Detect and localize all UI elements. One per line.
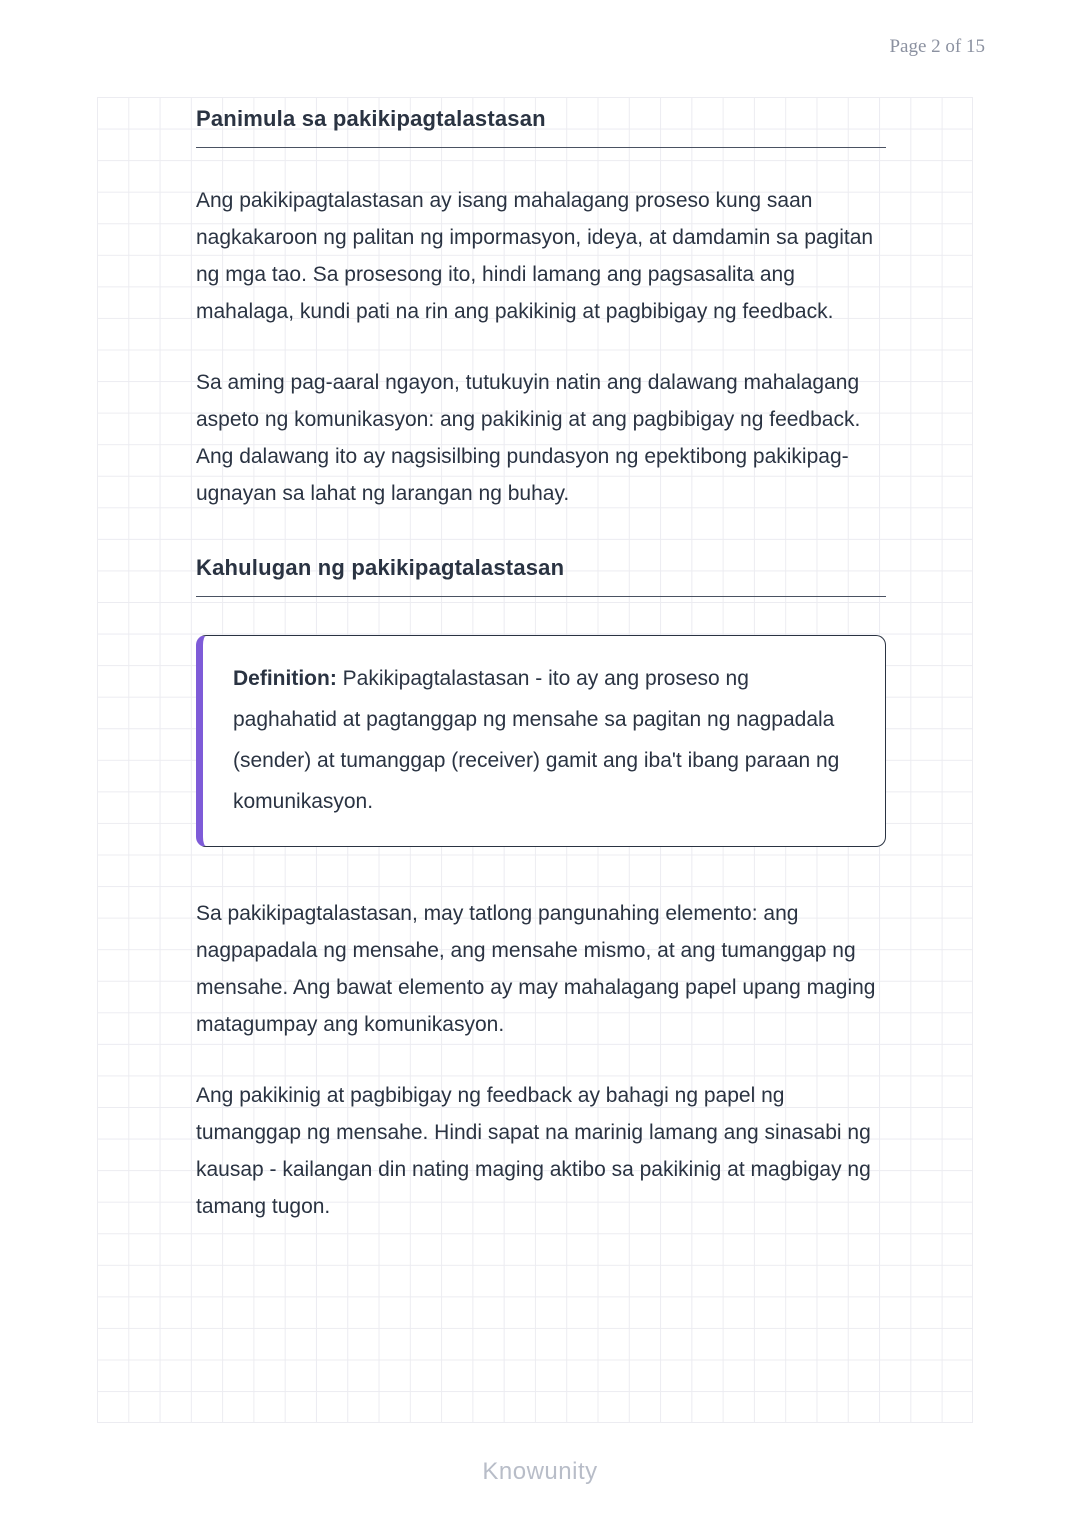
notes-content [196, 97, 886, 1225]
heading-rule [196, 147, 886, 148]
page-indicator: Page 2 of 15 [889, 36, 985, 57]
paragraph: Sa pakikipagtalastasan, may tatlong pangunahing elemento: ang nagpapadala ng mensahe, ang mensahe mismo, at ang tumanggap ng mensahe. Ang bawat elemento ay may mahalagang papel upang maging matagumpay ang komunikasyon. [196, 902, 876, 1036]
definition-callout [196, 635, 886, 847]
footer-brand: Knowunity [482, 1458, 598, 1485]
section-heading-kahulugan: Kahulugan ng pakikipagtalastasan [196, 555, 565, 580]
paragraph: Ang pakikipagtalastasan ay isang mahalagang proseso kung saan nagkakaroon ng palitan ng impormasyon, ideya, at damdamin sa pagitan ng mga tao. Sa prosesong ito, hindi lamang ang pagsasalita ang mahalaga, kundi pati na rin ang pakikinig at pagbibigay ng feedback. [196, 189, 874, 323]
definition-text [233, 658, 857, 822]
heading-rule [196, 596, 886, 597]
paragraph: Sa aming pag-aaral ngayon, tutukuyin natin ang dalawang mahalagang aspeto ng komunikasyon: ang pakikinig at ang pagbibigay ng feedback. Ang dalawang ito ay nagsisilbing pundasyon ng epektibong pakikipag-ugnayan sa lahat ng larangan ng buhay. [196, 371, 861, 505]
definition-label: Definition: [233, 667, 337, 690]
definition-body: Pakikipagtalastasan - ito ay ang proseso ng paghahatid at pagtanggap ng mensahe sa pagitan ng nagpadala (sender) at tumanggap (receiver) gamit ang iba't ibang paraan ng komunikasyon. [233, 667, 840, 813]
paragraph: Ang pakikinig at pagbibigay ng feedback ay bahagi ng papel ng tumanggap ng mensahe. Hindi sapat na marinig lamang ang sinasabi ng kausap - kailangan din nating maging aktibo sa pakikinig at magbigay ng tamang tugon. [196, 1084, 871, 1218]
notes-grid-panel [97, 97, 973, 1423]
section-heading-panimula: Panimula sa pakikipagtalastasan [196, 106, 546, 131]
